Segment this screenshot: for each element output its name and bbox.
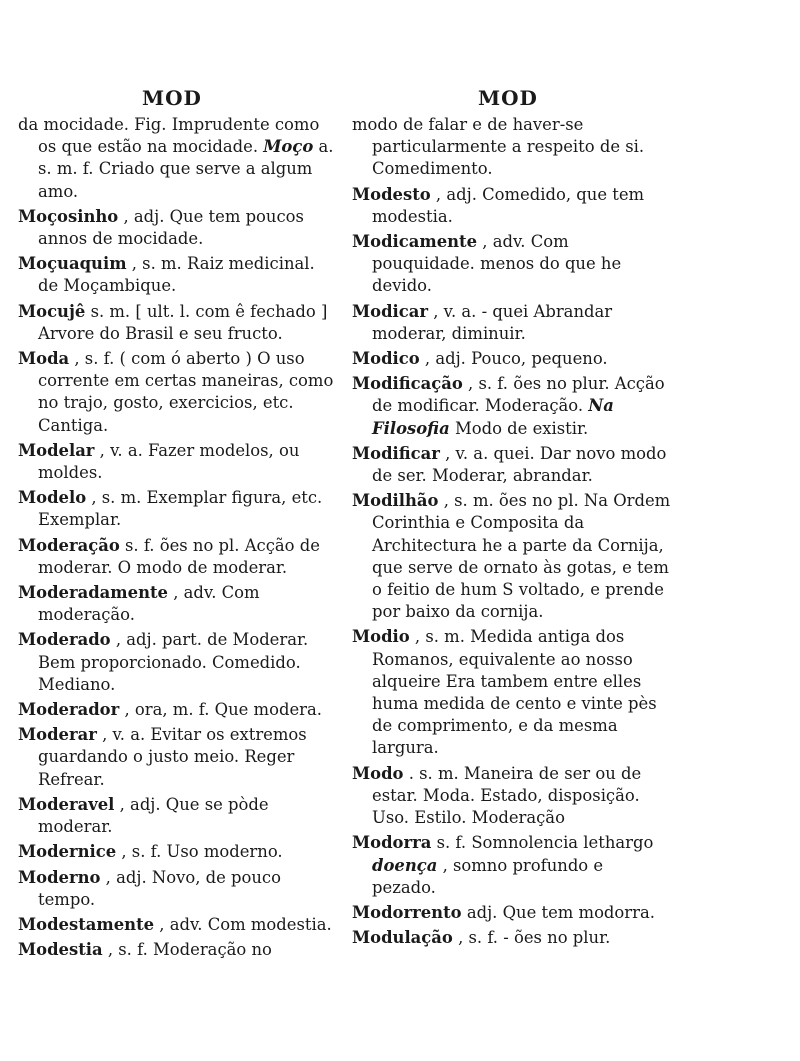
entry-headword: Modicamente [352,232,478,252]
dictionary-entry [352,763,672,830]
entry-headword: Modo [352,763,404,783]
entry-headword: Moderavel [18,794,115,814]
entry-headword: Moderno [18,867,101,887]
dictionary-entry [18,114,338,203]
entry-headword: Moçosinho [18,206,119,226]
dictionary-entry [18,582,338,626]
entry-definition: , ora, m. f. Que modera. [124,700,322,720]
dictionary-entry [18,794,338,838]
dictionary-entry [352,184,672,228]
entry-definition: , s. m. Exemplar figura, etc. Exemplar. [38,488,323,530]
entry-headword: Modilhão [352,491,439,511]
entry-definition: , v. a. Fazer modelos, ou moldes. [38,440,300,483]
dictionary-entry [352,490,672,623]
dictionary-entry [352,114,672,181]
entry-definition: , s. f. - ões no plur. [458,928,611,948]
entry-headword: Modelar [18,440,95,460]
entry-definition: adj. Que tem modorra. [466,902,655,922]
left-column [18,114,338,964]
entry-headword: Modico [352,349,420,369]
entry-italic-term: Moço [263,137,314,157]
dictionary-entry [352,443,672,487]
entry-definition: s. f. Somnolencia lethargo [436,833,654,853]
dictionary-entry [18,535,338,579]
dictionary-entry [352,927,672,949]
entry-definition: , adj. Comedido, que tem modestia. [372,184,645,226]
entry-definition: s. m. [ ult. l. com ê fechado ] Arvore do Brasil e seu fructo. [38,301,328,343]
entry-headword: Mocujê [18,301,86,321]
entry-definition: , adj. Novo, de pouco tempo. [38,867,281,909]
dictionary-entry [352,301,672,345]
dictionary-entry [18,487,338,531]
entry-italic-term: Na Filosofia [372,396,614,438]
entry-headword: Modificar [352,443,440,463]
entry-headword: Moçuaquim [18,254,127,274]
entry-headword: Modificação [352,374,463,394]
entry-definition: , s. f. Moderação no [107,940,272,960]
entry-definition: , adv. Com pouquidade. menos do que he devido. [372,232,622,296]
dictionary-entry [18,629,338,696]
dictionary-entry [18,939,338,961]
entry-definition: , adj. Que se pòde moderar. [38,794,269,837]
dictionary-entry [18,206,338,250]
entry-headword: Moda [18,349,70,369]
dictionary-entry [18,867,338,911]
dictionary-entry [18,914,338,936]
entry-definition: s. f. ões no pl. Acção de moderar. O modo de moderar. [38,535,320,577]
entry-definition: , adj. Que tem poucos annos de mocidade. [38,206,304,249]
running-header-left: MOD [142,86,202,110]
entry-definition: , adj. Pouco, pequeno. [424,349,608,369]
entry-definition: , s. m. Medida antiga dos Romanos, equivalente ao nosso alqueire Era tambem entre elles huma medida de cento e vinte pès de comprimento, e da mesma largura. [372,627,657,758]
dictionary-entry [352,373,672,440]
dictionary-entry [352,231,672,298]
entry-definition: . s. m. Maneira de ser ou de estar. Moda. Estado, disposição. Uso. Estilo. Moderação [372,763,642,828]
entry-definition: , v. a. quei. Dar novo modo de ser. Moderar, abrandar. [372,443,667,486]
entry-definition: da mocidade. Fig. Imprudente como os que estão na mocidade. [18,115,320,157]
entry-definition: , s. m. Raiz medicinal. de Moçambique. [38,254,315,296]
dictionary-entry [352,902,672,924]
entry-definition: , s. m. ões no pl. Na Ordem Corinthia e Composita da Architectura he a parte da Cornija, que serve de ornato às gotas, e tem o feitio de hum S voltado, e prende por baixo da cornija. [372,491,671,622]
dictionary-entry [18,301,338,345]
right-column [352,114,672,952]
entry-headword: Modelo [18,488,87,508]
entry-headword: Moderado [18,630,111,650]
entry-definition-continued: Modo de existir. [454,418,589,438]
entry-definition: , v. a. - quei Abrandar moderar, diminuir. [372,301,613,343]
dictionary-entry [18,699,338,721]
entry-headword: Moderação [18,535,120,555]
dictionary-entry [18,724,338,791]
dictionary-entry [18,253,338,297]
entry-definition: modo de falar e de haver-se particularmente a respeito de si. Comedimento. [352,115,645,179]
dictionary-entry [18,348,338,437]
entry-headword: Modulação [352,928,453,948]
entry-definition: , s. f. Uso moderno. [121,842,283,862]
entry-headword: Modestia [18,940,103,960]
entry-headword: Modestamente [18,914,155,934]
entry-definition-continued: a. s. m. f. Criado que serve a algum amo. [38,137,334,201]
entry-headword: Moderador [18,700,120,720]
running-header-right: MOD [478,86,538,110]
entry-definition-continued: , somno profundo e pezado. [372,855,604,897]
entry-definition: , adv. Com moderação. [38,583,260,625]
entry-definition: , s. f. ões no plur. Acção de modificar. Moderação. [372,374,665,416]
entry-headword: Modorra [352,833,432,853]
entry-headword: Moderar [18,725,97,745]
dictionary-entry [18,440,338,484]
entry-headword: Modicar [352,301,428,321]
entry-headword: Modio [352,627,410,647]
entry-definition: , s. f. ( com ó aberto ) O uso corrente em certas maneiras, como no trajo, gosto, exercicios, etc. Cantiga. [38,349,334,435]
entry-headword: Modesto [352,184,431,204]
entry-headword: Moderadamente [18,583,168,603]
entry-definition: , adj. part. de Moderar. Bem proporcionado. Comedido. Mediano. [38,630,309,694]
entry-definition: , adv. Com modestia. [159,914,332,934]
entry-headword: Modorrento [352,902,462,922]
dictionary-entry [352,832,672,899]
entry-italic-term: doença [372,855,438,875]
dictionary-entry [18,841,338,863]
entry-definition: , v. a. Evitar os extremos guardando o justo meio. Reger Refrear. [38,725,307,789]
dictionary-entry [352,626,672,759]
dictionary-entry [352,348,672,370]
entry-headword: Modernice [18,842,117,862]
